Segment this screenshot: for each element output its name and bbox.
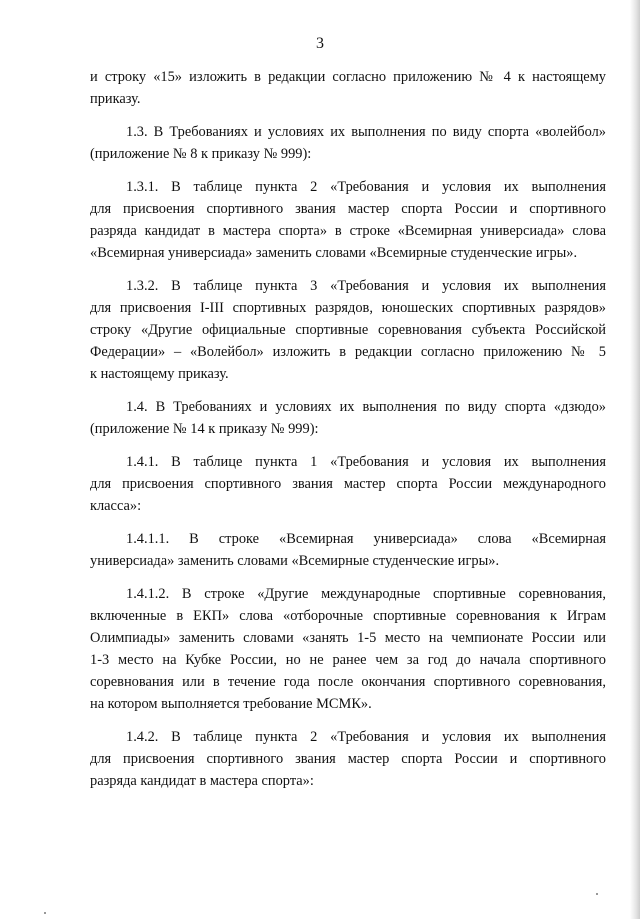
- paragraph-heading: 1.4.1.2. В строке «Другие международные спортивные соревнования,: [126, 586, 606, 602]
- paragraph-heading: 1.4. В Требованиях и условиях их выполнения по виду спорта «дзюдо»: [126, 399, 606, 415]
- page-number: 3: [316, 35, 324, 52]
- text-line: для присвоения спортивного звания мастер спорта России и спортивного: [90, 751, 606, 767]
- paragraph-heading: 1.4.2. В таблице пункта 2 «Требования и условия их выполнения: [126, 729, 606, 745]
- paragraph-heading: 1.4.1. В таблице пункта 1 «Требования и условия их выполнения: [126, 454, 606, 470]
- text-line: соревнования или в течение года после окончания спортивного соревнования,: [90, 674, 606, 690]
- text-line: к настоящему приказу.: [90, 366, 229, 382]
- scan-speck: [596, 893, 598, 895]
- paragraph-heading: 1.3.2. В таблице пункта 3 «Требования и условия их выполнения: [126, 278, 606, 294]
- text-line: Федерации» – «Волейбол» изложить в редакции согласно приложению № 5: [90, 344, 606, 360]
- text-line: «Всемирная универсиада» заменить словами «Всемирные студенческие игры».: [90, 245, 578, 261]
- text-line: на котором выполняется требование МСМК».: [90, 696, 372, 712]
- text-line: строку «Другие официальные спортивные соревнования субъекта Российской: [90, 322, 606, 338]
- text-line: для присвоения спортивного звания мастер спорта России и спортивного: [90, 201, 606, 217]
- text-line: разряда кандидат в мастера спорта»:: [90, 773, 314, 789]
- document-body: [90, 66, 606, 792]
- paragraph-heading: 1.3. В Требованиях и условиях их выполнения по виду спорта «волейбол»: [126, 124, 606, 140]
- scan-shadow-edge: [630, 0, 640, 919]
- text-line: для присвоения I-III спортивных разрядов, юношеских спортивных разрядов»: [90, 300, 606, 316]
- text-line: (приложение № 8 к приказу № 999):: [90, 146, 312, 162]
- text-line: включенные в ЕКП» слова «отборочные спортивные соревнования к Играм: [90, 608, 606, 624]
- paragraph-heading: 1.4.1.1. В строке «Всемирная универсиада» слова «Всемирная: [126, 531, 606, 547]
- text-line: 1-3 место на Кубке России, но не ранее чем за год до начала спортивного: [90, 652, 606, 668]
- text-line: Олимпиады» заменить словами «занять 1-5 место на чемпионате России или: [90, 630, 606, 646]
- text-line: (приложение № 14 к приказу № 999):: [90, 421, 319, 437]
- text-line: и строку «15» изложить в редакции согласно приложению № 4 к настоящему: [90, 69, 606, 85]
- scan-speck: [44, 912, 46, 914]
- text-line: универсиада» заменить словами «Всемирные студенческие игры».: [90, 553, 500, 569]
- text-line: разряда кандидат в мастера спорта» в строке «Всемирная универсиада» слова: [90, 223, 606, 239]
- text-line: приказу.: [90, 91, 141, 107]
- text-line: для присвоения спортивного звания мастер спорта России международного: [90, 476, 606, 492]
- paragraph-heading: 1.3.1. В таблице пункта 2 «Требования и условия их выполнения: [126, 179, 606, 195]
- text-line: класса»:: [90, 498, 142, 514]
